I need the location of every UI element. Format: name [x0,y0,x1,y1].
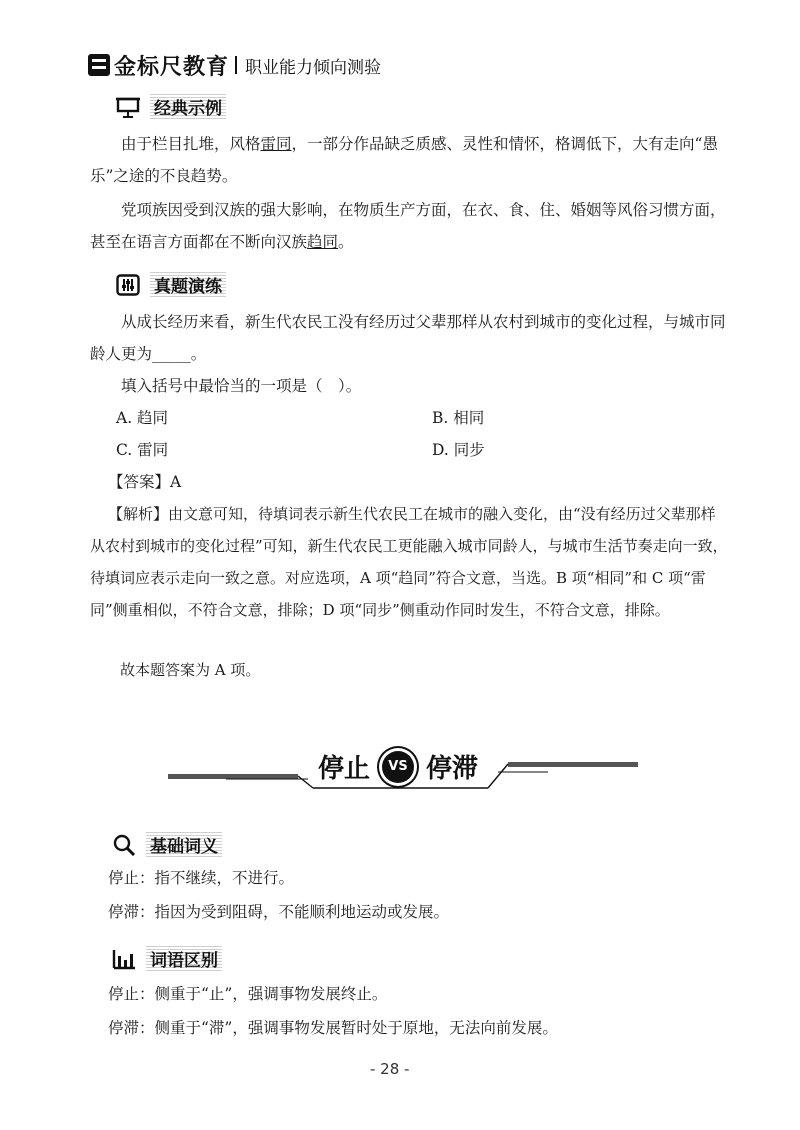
presentation-board-icon [116,96,140,118]
exercise-section-label: 真题演练 [150,272,226,297]
basic-meaning-label: 基础词义 [146,832,222,857]
option-c: C. 雷同 [116,441,169,459]
conclusion-text: 故本题答案为 A 项。 [120,661,261,679]
example-2-text-after: 。 [338,233,354,251]
example-2-keyword: 趋同 [307,233,339,251]
analysis-text: 【解析】由文意可知，待填词表示新生代农民工在城市的融入变化，由“没有经历过父辈那样从农村到城市的变化过程”可知，新生代农民工更能融入城市同龄人，与城市生活节奏走向一致，待填词应表示走向一致之意。对应选项，A 项“趋同”符合文意，当选。B 项“相同”和 C 项“雷同”侧重相似，不符合文意，排除；D 项“同步”侧重动作同时发生，不符合文意，排除。 [90,505,728,619]
brand-name: 金标尺教育 [114,54,230,80]
difference-title [112,946,222,971]
question-prompt: 填入括号中最恰当的一项是（ ）。 [121,377,362,395]
answer-line: 【答案】A [108,473,182,491]
banner-left-word: 停止 [318,754,371,784]
question-text: 从成长经历来看，新生代农民工没有经历过父辈那样从农村到城市的变化过程，与城市同龄人更为_____。 [90,313,726,363]
page-number: - 28 - [370,1060,410,1078]
example-section-label: 经典示例 [150,94,226,119]
exercise-section-title [116,272,226,297]
header-divider [235,56,237,74]
comparison-banner [318,748,478,785]
basic-meaning-line-2: 停滞：指因为受到阻碍，不能顺利地运动或发展。 [108,903,450,921]
bar-chart-icon [112,948,136,970]
logo-icon [88,54,110,76]
basic-meaning-title [112,832,222,857]
equalizer-icon [116,274,140,296]
example-section-title [116,94,226,119]
magnifier-icon [112,834,136,856]
difference-label: 词语区别 [146,946,222,971]
option-b: B. 相同 [432,409,485,427]
example-1-keyword: 雷同 [260,135,292,153]
example-1-text-after: ，一部分作品缺乏质感、灵性和情怀，格调低下，大有走向“愚乐”之途的不良趋势。 [90,135,718,185]
example-2-text-before: 党项族因受到汉族的强大影响，在物质生产方面，在衣、食、住、婚姻等风俗习惯方面，甚至在语言方面都在不断向汉族 [90,201,726,251]
example-paragraph-2 [90,194,730,258]
header-subtitle: 职业能力倾向测验 [245,57,382,78]
basic-meaning-line-1: 停止：指不继续，不进行。 [108,869,295,887]
page-header [88,50,381,80]
option-a: A. 趋同 [116,409,169,427]
option-d: D. 同步 [432,441,485,459]
difference-line-1: 停止：侧重于“止”，强调事物发展终止。 [108,985,388,1003]
example-1-text-before: 由于栏目扎堆，风格 [121,135,261,153]
banner-right-word: 停滞 [426,754,479,784]
vs-badge: VS [382,751,414,783]
difference-line-2: 停滞：侧重于“滞”，强调事物发展暂时处于原地，无法向前发展。 [108,1019,558,1037]
example-paragraph-1 [90,128,730,192]
